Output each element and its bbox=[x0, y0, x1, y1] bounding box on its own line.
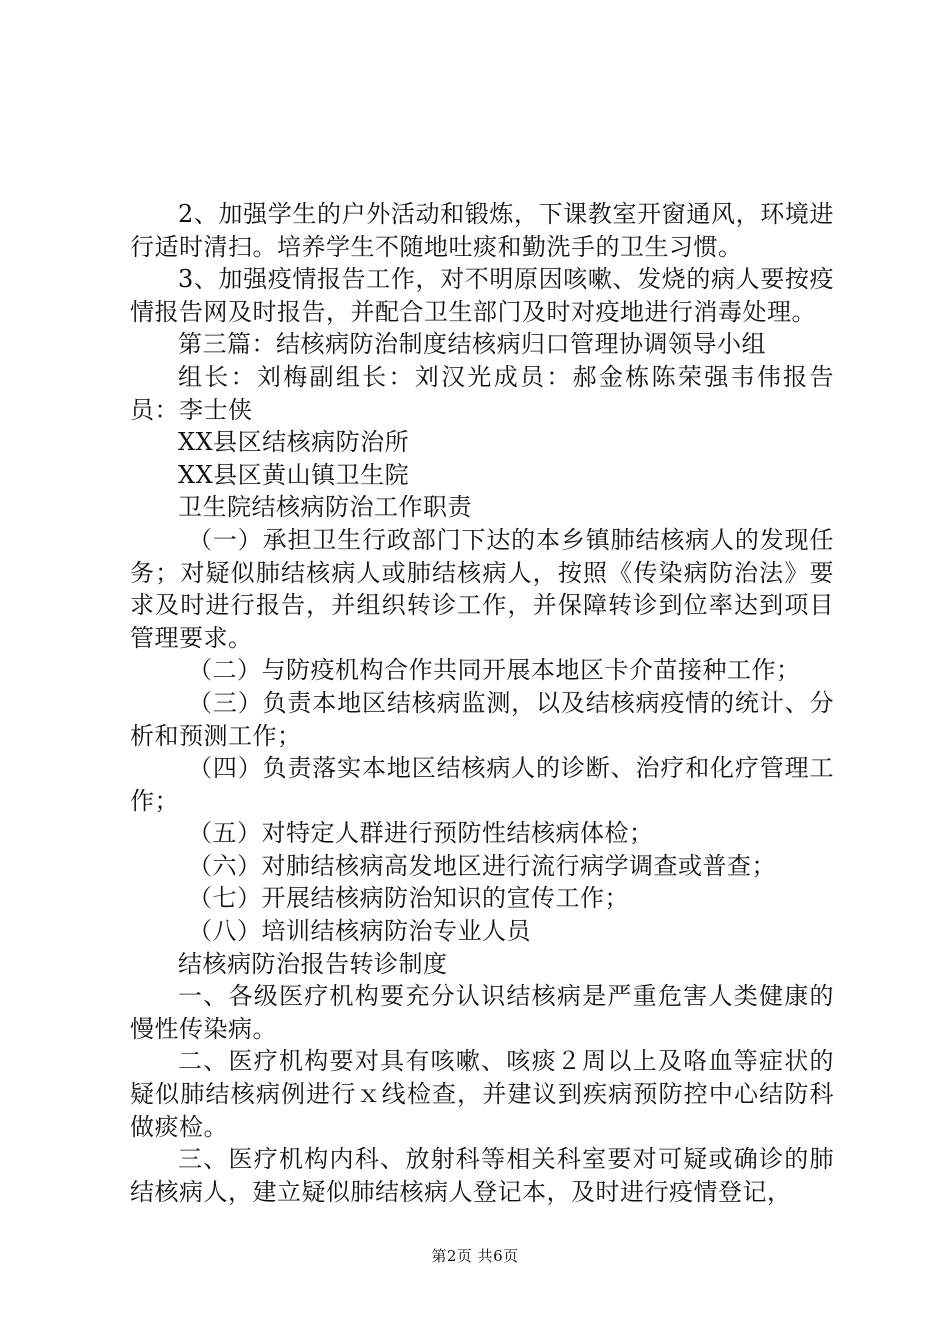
paragraph-1: 2、加强学生的户外活动和锻炼，下课教室开窗通风，环境进行适时清扫。培养学生不随地吐痰和勤洗手的卫生习惯。 bbox=[130, 200, 834, 261]
duty-item-7: （七）开展结核病防治知识的宣传工作； bbox=[188, 884, 629, 913]
org-name-2: XX县区黄山镇卫生院 bbox=[178, 460, 410, 489]
referral-item-3: 三、医疗机构内科、放射科等相关科室要对可疑或确诊的肺结核病人，建立疑似肺结核病人登记本，及时进行疫情登记， bbox=[130, 1145, 834, 1206]
duty-item-6: （六）对肺结核病高发地区进行流行病学调查或普查； bbox=[188, 851, 776, 880]
duty-item-8: （八）培训结核病防治专业人员 bbox=[188, 917, 531, 946]
duty-item-1: （一）承担卫生行政部门下达的本乡镇肺结核病人的发现任务；对疑似肺结核病人或肺结核病人，按照《传染病防治法》要求及时进行报告，并组织转诊工作，并保障转诊到位率达到项目管理要求。 bbox=[130, 525, 834, 652]
document-body bbox=[130, 198, 834, 1208]
paragraph-2: 3、加强疫情报告工作，对不明原因咳嗽、发烧的病人要按疫情报告网及时报告，并配合卫生部门及时对疫地进行消毒处理。 bbox=[130, 265, 834, 326]
referral-heading: 结核病防治报告转诊制度 bbox=[178, 949, 448, 978]
referral-item-1: 一、各级医疗机构要充分认识结核病是严重危害人类健康的慢性传染病。 bbox=[130, 982, 834, 1043]
duty-item-2: （二）与防疫机构合作共同开展本地区卡介苗接种工作； bbox=[188, 656, 801, 685]
duties-heading: 卫生院结核病防治工作职责 bbox=[178, 493, 472, 522]
page-footer: 第2页 共6页 bbox=[431, 1247, 519, 1265]
org-name-1: XX县区结核病防治所 bbox=[178, 428, 410, 457]
team-members: 组长：刘梅副组长：刘汉光成员：郝金栋陈荣强韦伟报告员：李士侠 bbox=[130, 362, 834, 424]
referral-item-2: 二、医疗机构要对具有咳嗽、咳痰２周以上及咯血等症状的疑似肺结核病例进行ｘ线检查，并建议到疾病预防控中心结防科做痰检。 bbox=[130, 1047, 834, 1141]
duty-item-3: （三）负责本地区结核病监测，以及结核病疫情的统计、分析和预测工作； bbox=[130, 688, 834, 750]
duty-item-5: （五）对特定人群进行预防性结核病体检； bbox=[188, 819, 654, 848]
duty-item-4: （四）负责落实本地区结核病人的诊断、治疗和化疗管理工作； bbox=[130, 754, 834, 815]
section-heading: 第三篇：结核病防治制度结核病归口管理协调领导小组 bbox=[178, 330, 766, 359]
